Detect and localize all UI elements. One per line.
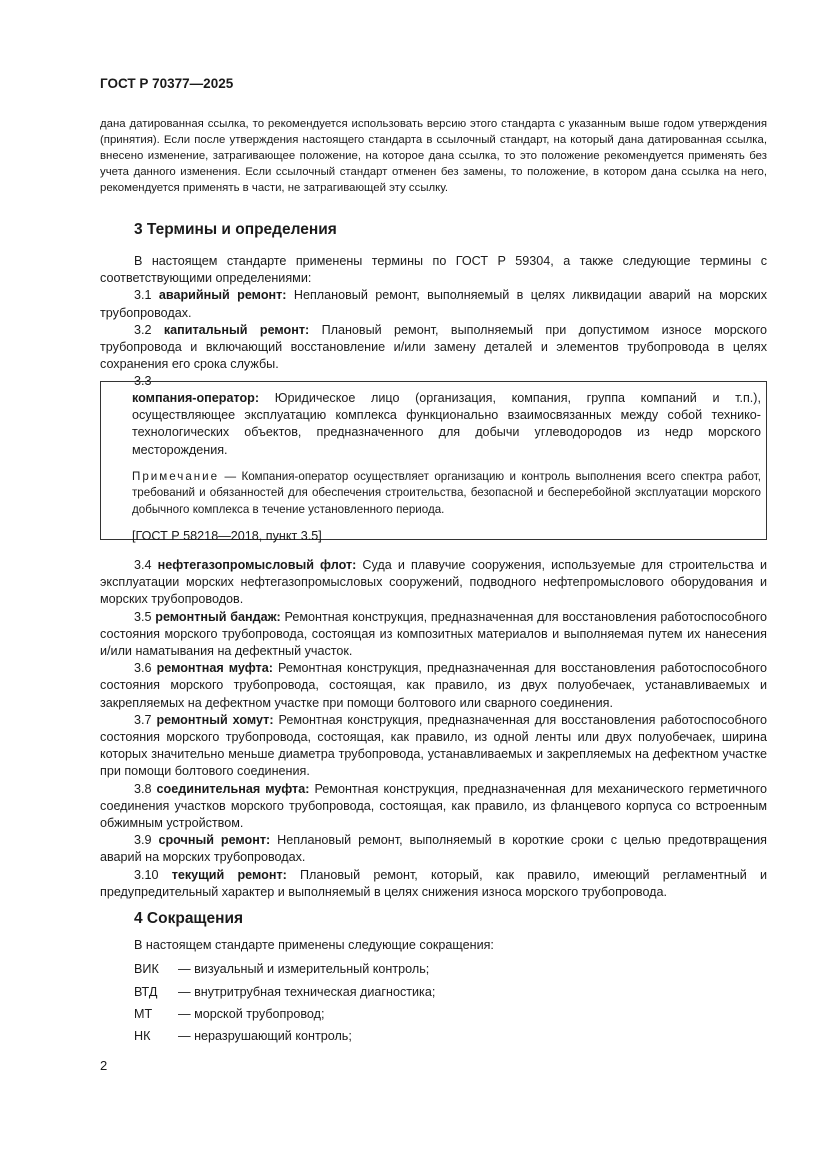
document-code-header: ГОСТ Р 70377—2025 <box>100 76 234 91</box>
abbreviation-text: — внутритрубная техническая диагностика; <box>178 985 436 999</box>
term-definition: Плановый ремонт, который, как правило, имеющий регламентный и предупредительный характер и выполняемый в целях снижения износа морского трубопровода. <box>100 867 768 899</box>
term-3-5 <box>100 609 767 661</box>
term-3-4 <box>100 557 767 609</box>
abbreviation-key: МТ <box>134 1007 153 1021</box>
term-name: текущий ремонт: <box>171 867 287 882</box>
term-definition: Ремонтная конструкция, предназначенная для восстановления работоспособного состояния морского трубопровода, состоящая из композитных материалов и выполняемая путем их нанесения и/или наматывания на дефектный участок. <box>100 609 767 659</box>
term-3-6 <box>100 660 767 712</box>
term-number: 3.4 <box>134 558 152 572</box>
term-3-7 <box>100 712 767 781</box>
term-definition: Ремонтная конструкция, предназначенная для восстановления работоспособного состояния морского трубопровода, состоящая, как правило, из одной ленты или двух полуобечаек, ширина которых значительно меньше диаметра трубопровода, устанавливаемых и закрепляемых на дефектном участке при помощи болтового соединения. <box>100 712 767 779</box>
term-name: капитальный ремонт: <box>163 322 310 337</box>
term-3-1 <box>100 287 767 321</box>
abbreviation-item <box>134 1006 324 1023</box>
section-4-lead: В настоящем стандарте применены следующие сокращения: <box>134 938 494 952</box>
term-name: аварийный ремонт: <box>158 288 287 303</box>
term-number: 3.7 <box>134 712 152 727</box>
abbreviation-item <box>134 1028 352 1045</box>
term-definition: Юридическое лицо (организация, компания, группа компаний и т.п.), осуществляющее эксплуатацию комплекса функционально взаимосвязанных между собой технико-технологических объектов, предназначенного для добычи углеводородов из недр морского месторождения. <box>132 391 762 457</box>
term-name: соединительная муфта: <box>156 781 310 796</box>
section-4-title: 4 Сокращения <box>134 910 244 927</box>
abbreviation-key: ВТД <box>134 985 158 999</box>
term-definition: Ремонтная конструкция, предназначенная для восстановления работоспособного состояния морского трубопровода, состоящая, как правило, из двух полуобечаек, устанавливаемых и закрепляемых на дефектном участке при помощи болтового или сварного соединения. <box>100 661 768 710</box>
term-3-9 <box>100 832 767 866</box>
abbreviation-text: — морской трубопровод; <box>178 1007 325 1021</box>
note-text: — Компания-оператор осуществляет организацию и контроль выполнения всего спектра работ, требований и обязанностей для обеспечения строительства, безопасной и бесперебойной эксплуатации морского добычного комплекса в течение установленного периода. <box>132 469 761 516</box>
term-number: 3.10 <box>134 867 159 882</box>
section-3-title: 3 Термины и определения <box>134 221 337 238</box>
abbreviation-key: ВИК <box>134 962 159 976</box>
page-number: 2 <box>100 1058 108 1073</box>
abbreviation-text: — неразрушающий контроль; <box>178 1029 352 1043</box>
section-3-terms-b <box>100 557 767 901</box>
abbreviation-item <box>134 961 429 978</box>
term-3-3-number: 3.3 <box>134 374 152 389</box>
term-definition: Неплановый ремонт, выполняемый в короткие сроки с целью предотвращения аварий на морских трубопроводах. <box>100 833 767 865</box>
term-number: 3.6 <box>134 661 152 676</box>
term-number: 3.8 <box>134 781 152 796</box>
section-4-lead-block <box>100 937 767 954</box>
term-definition: Неплановый ремонт, выполняемый в целях ликвидации аварий на морских трубопроводах. <box>100 288 768 320</box>
abbreviation-key: НК <box>134 1029 151 1043</box>
term-3-3-source: [ГОСТ Р 58218—2018, пункт 3.5] <box>132 529 322 544</box>
term-name: нефтегазопромысловый флот: <box>157 558 357 572</box>
term-3-3 <box>132 390 761 459</box>
section-3-terms-a <box>100 253 767 391</box>
term-definition: Суда и плавучие сооружения, используемые для строительства и эксплуатации морских нефтегазопромысловых сооружений, подводного нефтепромыслового оборудования и морских трубопроводов. <box>100 558 768 607</box>
intro-paragraph: дана датированная ссылка, то рекомендуется использовать версию этого стандарта с указанным выше годом утверждения (принятия). Если после утверждения настоящего стандарта в ссылочный стандарт, на который дана датированная ссылка, внесено изменение, затрагивающее положение, на которое дана ссылка, то это положение рекомендуется применять без учета данного изменения. Если ссылочный стандарт отменен без замены, то положение, в котором дана ссылка на него, рекомендуется применять в части, не затрагивающей эту ссылку. <box>100 118 767 194</box>
term-number: 3.1 <box>134 288 152 303</box>
term-number: 3.9 <box>134 833 152 848</box>
abbreviation-text: — визуальный и измерительный контроль; <box>178 962 430 976</box>
section-3-lead: В настоящем стандарте применены термины по ГОСТ Р 59304, а также следующие термины с соответствующими определениями: <box>100 254 767 286</box>
term-number: 3.5 <box>134 609 152 624</box>
term-number: 3.2 <box>134 322 152 337</box>
abbreviation-item <box>134 984 435 1001</box>
term-name: компания-оператор: <box>132 391 260 405</box>
term-3-3-box <box>100 381 767 544</box>
term-name: ремонтная муфта: <box>156 661 273 676</box>
term-3-2 <box>100 322 767 374</box>
term-name: срочный ремонт: <box>158 833 271 848</box>
term-definition: Ремонтная конструкция, предназначенная для механического герметичного соединения участков морского трубопровода, состоящая, как правило, из фланцевого корпуса со встроенным обжимным устройством. <box>100 781 767 831</box>
note-label: Примечание <box>132 469 220 483</box>
term-name: ремонтный бандаж: <box>155 609 281 624</box>
term-definition: Плановый ремонт, выполняемый при допустимом износе морского трубопровода и включающий восстановление и/или замену деталей и элементов трубопровода в целях сохранения его срока службы. <box>100 322 768 372</box>
term-3-8 <box>100 781 767 833</box>
term-3-10 <box>100 867 767 901</box>
term-name: ремонтный хомут: <box>156 712 274 727</box>
term-3-3-note <box>132 469 761 518</box>
